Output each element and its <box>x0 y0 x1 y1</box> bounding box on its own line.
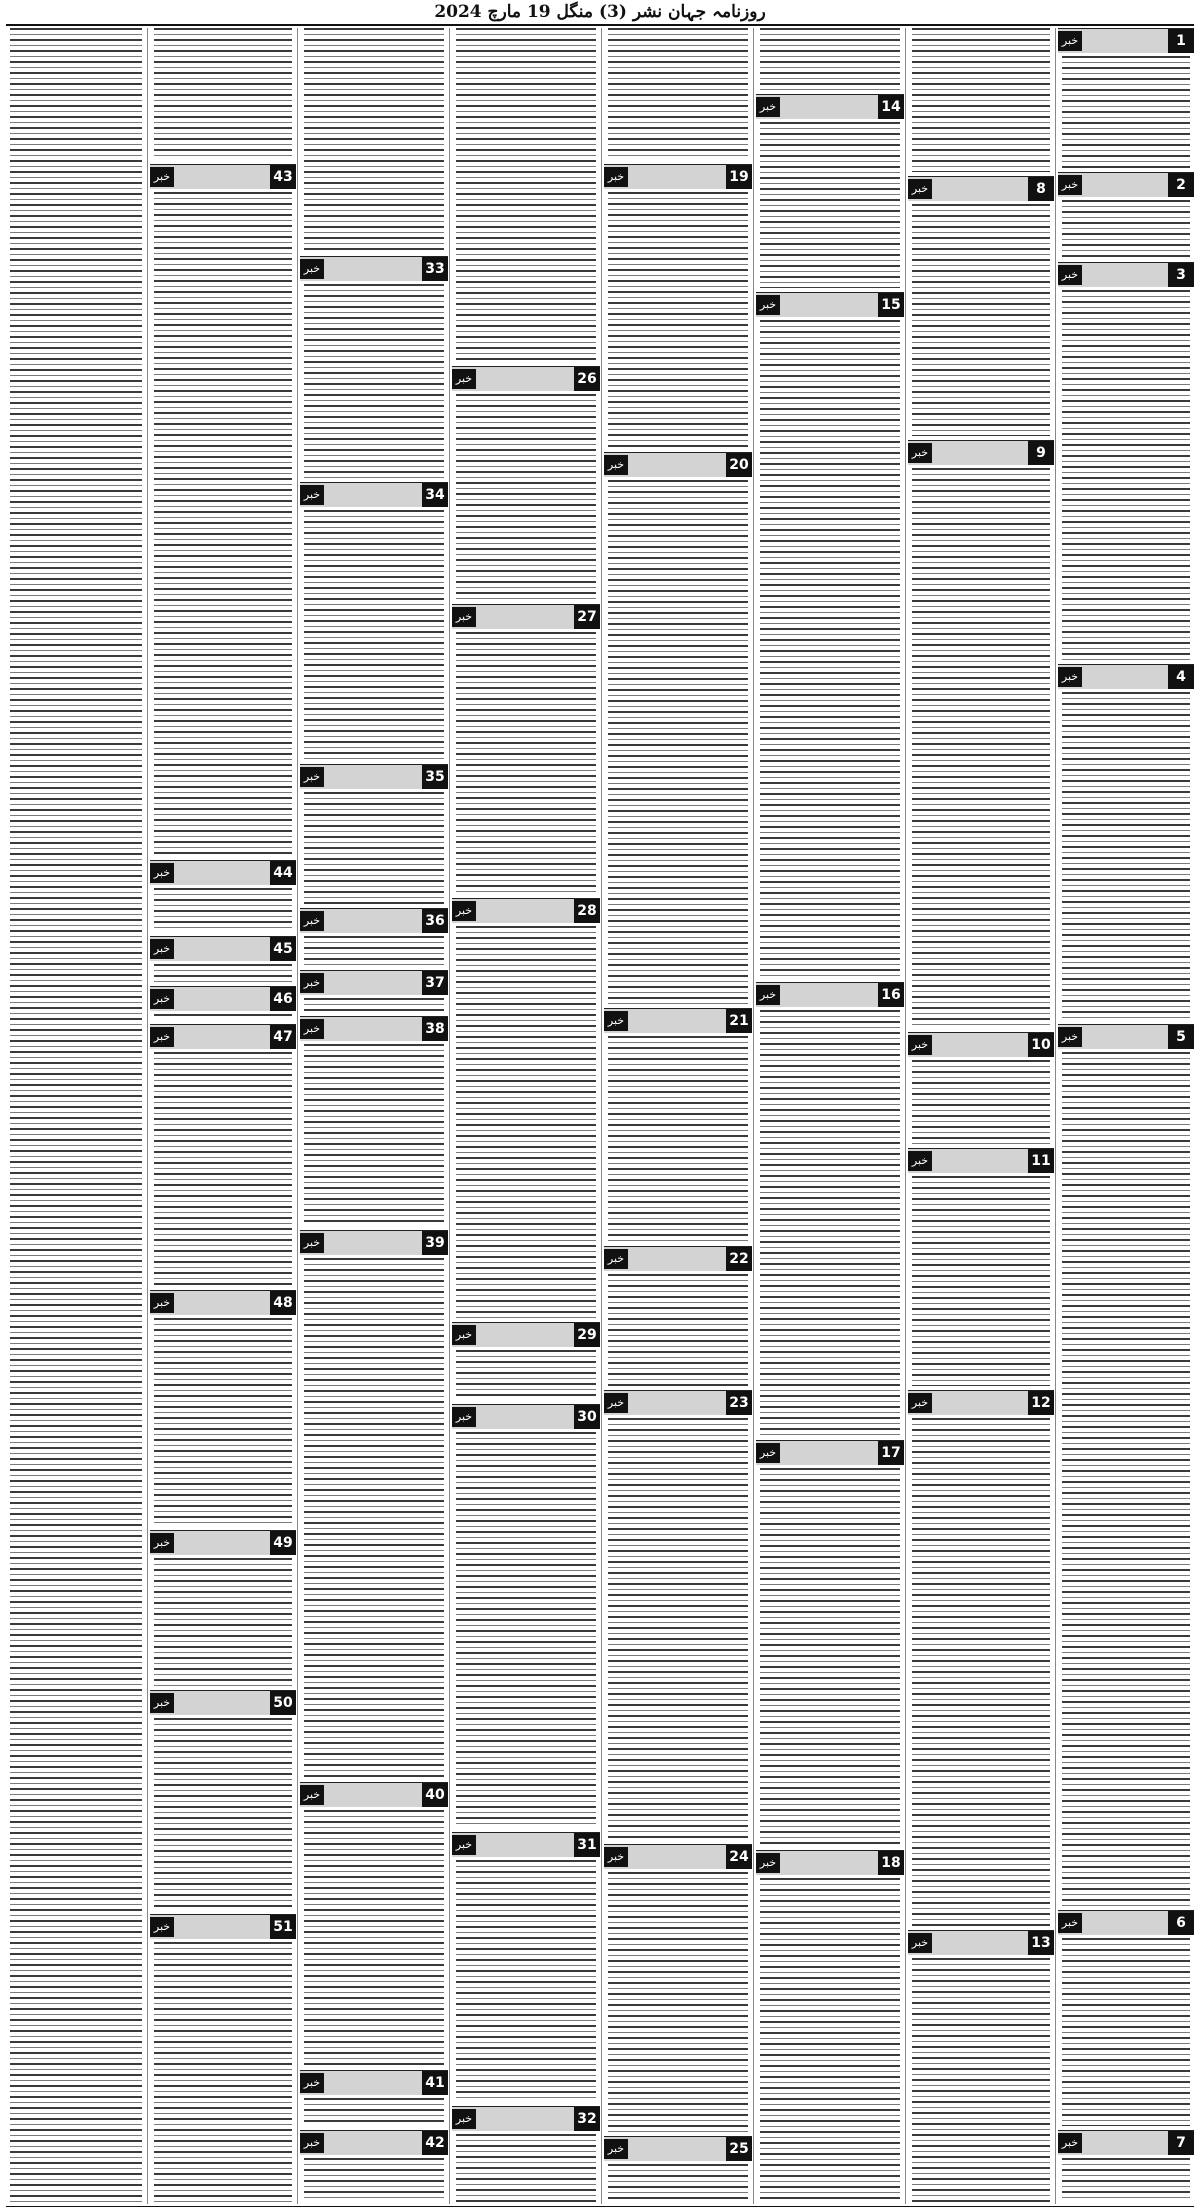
news-item-number: 26 <box>574 367 600 391</box>
news-item-header <box>1058 1024 1194 1049</box>
news-item-number: 5 <box>1168 1025 1194 1049</box>
news-text-block <box>154 888 292 932</box>
news-text-block <box>760 320 900 978</box>
news-item-header <box>452 898 600 923</box>
newspaper-logo-icon: خبر <box>604 2139 628 2159</box>
news-item-header <box>452 1404 600 1429</box>
news-item-number: 50 <box>270 1691 296 1715</box>
news-text-block <box>1062 2158 1190 2202</box>
news-item <box>604 1008 752 1244</box>
newspaper-logo-icon: خبر <box>150 989 174 1009</box>
news-item <box>756 1440 904 1848</box>
newspaper-logo-icon: خبر <box>150 863 174 883</box>
news-text-block <box>760 1468 900 1846</box>
news-text-block <box>912 28 1050 172</box>
news-item <box>604 164 752 450</box>
news-item-number: 34 <box>422 483 448 507</box>
news-item-header <box>756 94 904 119</box>
news-item-number: 24 <box>726 1845 752 1869</box>
newspaper-logo-icon: خبر <box>300 973 324 993</box>
news-item-header <box>150 1024 296 1049</box>
news-item-number: 47 <box>270 1025 296 1049</box>
news-item-header <box>604 2136 752 2161</box>
newspaper-logo-icon: خبر <box>908 1035 932 1055</box>
news-item <box>150 1530 296 1688</box>
newspaper-logo-icon: خبر <box>452 2109 476 2129</box>
news-item <box>452 1404 600 1830</box>
news-item-header <box>1058 2130 1194 2155</box>
newspaper-logo-icon: خبر <box>908 179 932 199</box>
news-item-header <box>604 1008 752 1033</box>
news-item-number: 32 <box>574 2107 600 2131</box>
newspaper-logo-icon: خبر <box>756 295 780 315</box>
news-item-continued <box>300 28 448 254</box>
news-item-number: 36 <box>422 909 448 933</box>
news-item-header <box>756 292 904 317</box>
news-item <box>150 936 296 984</box>
news-text-block <box>304 792 444 904</box>
news-item <box>908 1032 1054 1146</box>
news-item-header <box>300 2130 448 2155</box>
news-item <box>908 1148 1054 1388</box>
news-item <box>756 1850 904 2204</box>
news-text-block <box>608 1274 748 1386</box>
news-item-number: 14 <box>878 95 904 119</box>
news-item-number: 8 <box>1028 177 1054 201</box>
news-item-number: 25 <box>726 2137 752 2161</box>
news-item-header <box>300 2070 448 2095</box>
news-text-block <box>304 1810 444 2066</box>
news-item <box>1058 172 1194 260</box>
news-item <box>908 440 1054 1030</box>
news-item-number: 10 <box>1028 1033 1054 1057</box>
newspaper-logo-icon: خبر <box>452 369 476 389</box>
news-item-header <box>300 970 448 995</box>
news-item <box>908 1390 1054 1928</box>
news-item-number: 4 <box>1168 665 1194 689</box>
news-item-number: 38 <box>422 1017 448 1041</box>
news-item <box>452 2106 600 2204</box>
news-text-block <box>154 1718 292 1910</box>
newspaper-logo-icon: خبر <box>604 1249 628 1269</box>
column-rule <box>601 28 602 2204</box>
news-text-block <box>912 204 1050 436</box>
news-item <box>604 1390 752 1842</box>
news-text-block <box>154 1942 292 2202</box>
newspaper-logo-icon: خبر <box>300 1785 324 1805</box>
news-item <box>150 860 296 934</box>
news-item-header <box>452 1322 600 1347</box>
news-item-number: 30 <box>574 1405 600 1429</box>
column-rule <box>449 28 450 2204</box>
news-item <box>756 292 904 980</box>
newspaper-logo-icon: خبر <box>604 1847 628 1867</box>
news-item-number: 19 <box>726 165 752 189</box>
news-item-number: 21 <box>726 1009 752 1033</box>
news-item <box>300 482 448 762</box>
news-item <box>300 970 448 1014</box>
news-text-block <box>304 936 444 966</box>
masthead: روزنامہ جہان نشر (3) منگل 19 مارچ 2024 <box>434 2 766 22</box>
news-text-block <box>154 1052 292 1286</box>
news-item-header <box>908 1930 1054 1955</box>
news-item-number: 39 <box>422 1231 448 1255</box>
news-item-header <box>908 1032 1054 1057</box>
news-item <box>150 1290 296 1528</box>
news-item <box>1058 1910 1194 2128</box>
news-item-header <box>150 936 296 961</box>
news-item <box>300 764 448 906</box>
newspaper-logo-icon: خبر <box>150 1027 174 1047</box>
news-item <box>300 1782 448 2068</box>
column-rule <box>1055 28 1056 2204</box>
news-item-header <box>756 982 904 1007</box>
column-rule <box>753 28 754 2204</box>
news-item-header <box>300 1230 448 1255</box>
news-item-number: 16 <box>878 983 904 1007</box>
news-item <box>604 1246 752 1388</box>
news-text-block <box>1062 290 1190 660</box>
news-item-header <box>908 440 1054 465</box>
newspaper-logo-icon: خبر <box>604 1393 628 1413</box>
news-item-number: 27 <box>574 605 600 629</box>
newspaper-logo-icon: خبر <box>452 1835 476 1855</box>
news-item-header <box>1058 172 1194 197</box>
news-item-header <box>604 1390 752 1415</box>
news-text-block <box>456 1432 596 1828</box>
news-text-block <box>154 964 292 982</box>
news-item-header <box>1058 664 1194 689</box>
newspaper-logo-icon: خبر <box>452 607 476 627</box>
news-text-block <box>912 1060 1050 1144</box>
newspaper-logo-icon: خبر <box>1058 1027 1082 1047</box>
news-item-header <box>452 2106 600 2131</box>
newspaper-logo-icon: خبر <box>604 455 628 475</box>
news-item-header <box>1058 28 1194 53</box>
news-text-block <box>1062 1938 1190 2126</box>
news-item-number: 35 <box>422 765 448 789</box>
newspaper-logo-icon: خبر <box>452 1325 476 1345</box>
news-text-block <box>608 28 748 160</box>
newspaper-logo-icon: خبر <box>150 1533 174 1553</box>
news-item-number: 15 <box>878 293 904 317</box>
news-item-header <box>756 1850 904 1875</box>
newspaper-logo-icon: خبر <box>1058 265 1082 285</box>
news-item <box>300 256 448 480</box>
news-text-block <box>304 284 444 478</box>
news-item-header <box>150 1914 296 1939</box>
news-item-continued <box>6 28 146 2204</box>
news-item-header <box>150 1690 296 1715</box>
column-rule <box>147 28 148 2204</box>
news-text-block <box>1062 56 1190 168</box>
news-item <box>1058 2130 1194 2204</box>
news-item <box>452 366 600 602</box>
news-item-header <box>1058 262 1194 287</box>
news-item-number: 11 <box>1028 1149 1054 1173</box>
news-text-block <box>456 394 596 600</box>
newspaper-logo-icon: خبر <box>756 985 780 1005</box>
news-item <box>150 1690 296 1912</box>
newspaper-logo-icon: خبر <box>300 259 324 279</box>
news-item-number: 23 <box>726 1391 752 1415</box>
newspaper-logo-icon: خبر <box>300 911 324 931</box>
news-item-continued <box>604 28 752 162</box>
news-item-header <box>452 604 600 629</box>
newspaper-logo-icon: خبر <box>1058 1913 1082 1933</box>
news-item-header <box>604 452 752 477</box>
news-item-number: 37 <box>422 971 448 995</box>
news-text-block <box>912 1176 1050 1386</box>
news-item <box>150 1024 296 1288</box>
news-text-block <box>760 1010 900 1436</box>
news-item <box>1058 262 1194 662</box>
news-text-block <box>608 2164 748 2202</box>
news-item-header <box>300 1782 448 1807</box>
news-item-header <box>150 1530 296 1555</box>
newspaper-logo-icon: خبر <box>300 1019 324 1039</box>
news-item-number: 42 <box>422 2131 448 2155</box>
news-text-block <box>608 1872 748 2132</box>
newspaper-logo-icon: خبر <box>300 767 324 787</box>
news-item-header <box>908 1148 1054 1173</box>
newspaper-logo-icon: خبر <box>1058 2133 1082 2153</box>
column-rule <box>905 28 906 2204</box>
news-item-number: 43 <box>270 165 296 189</box>
news-item-number: 29 <box>574 1323 600 1347</box>
news-item-header <box>452 366 600 391</box>
news-item-number: 45 <box>270 937 296 961</box>
news-item-number: 2 <box>1168 173 1194 197</box>
news-item-number: 12 <box>1028 1391 1054 1415</box>
news-item <box>300 2070 448 2128</box>
newspaper-logo-icon: خبر <box>908 443 932 463</box>
news-item <box>908 1930 1054 2204</box>
news-text-block <box>304 1258 444 1778</box>
news-text-block <box>1062 200 1190 258</box>
news-item <box>452 604 600 896</box>
news-item-header <box>300 482 448 507</box>
news-item <box>452 1322 600 1402</box>
news-item-number: 28 <box>574 899 600 923</box>
news-item-number: 48 <box>270 1291 296 1315</box>
newspaper-logo-icon: خبر <box>908 1393 932 1413</box>
newspaper-logo-icon: خبر <box>908 1151 932 1171</box>
news-text-block <box>456 28 596 362</box>
news-text-block <box>304 998 444 1012</box>
news-text-block <box>456 926 596 1318</box>
news-item <box>908 176 1054 438</box>
news-text-block <box>912 1418 1050 1926</box>
newspaper-logo-icon: خبر <box>300 2133 324 2153</box>
newspaper-logo-icon: خبر <box>1058 667 1082 687</box>
newspaper-logo-icon: خبر <box>452 1407 476 1427</box>
news-item-header <box>756 1440 904 1465</box>
news-item-header <box>452 1832 600 1857</box>
news-text-block <box>456 1860 596 2102</box>
news-item-continued <box>150 28 296 162</box>
news-text-block <box>154 1318 292 1526</box>
newspaper-logo-icon: خبر <box>150 1693 174 1713</box>
newspaper-logo-icon: خبر <box>604 167 628 187</box>
newspaper-logo-icon: خبر <box>452 901 476 921</box>
news-item <box>604 452 752 1006</box>
news-item-header <box>908 176 1054 201</box>
news-item-header <box>604 1844 752 1869</box>
news-text-block <box>608 192 748 448</box>
news-text-block <box>154 1014 292 1020</box>
news-item-number: 22 <box>726 1247 752 1271</box>
news-item-number: 49 <box>270 1531 296 1555</box>
news-item <box>300 1230 448 1780</box>
news-item <box>604 1844 752 2134</box>
news-item-number: 18 <box>878 1851 904 1875</box>
news-item-number: 7 <box>1168 2131 1194 2155</box>
news-item-number: 20 <box>726 453 752 477</box>
news-text-block <box>608 1036 748 1242</box>
news-item-header <box>1058 1910 1194 1935</box>
news-item-header <box>150 164 296 189</box>
news-item-number: 41 <box>422 2071 448 2095</box>
newspaper-logo-icon: خبر <box>908 1933 932 1953</box>
news-text-block <box>304 510 444 760</box>
newspaper-logo-icon: خبر <box>150 939 174 959</box>
news-item-number: 3 <box>1168 263 1194 287</box>
news-item-header <box>604 164 752 189</box>
news-item-number: 33 <box>422 257 448 281</box>
news-item-continued <box>452 28 600 364</box>
news-text-block <box>456 632 596 894</box>
news-item-number: 17 <box>878 1441 904 1465</box>
news-item-number: 51 <box>270 1915 296 1939</box>
news-text-block <box>760 1878 900 2202</box>
news-item-header <box>604 1246 752 1271</box>
news-text-block <box>304 28 444 252</box>
news-item-continued <box>908 28 1054 174</box>
news-text-block <box>456 1350 596 1400</box>
news-item <box>300 2130 448 2204</box>
news-item <box>300 908 448 968</box>
news-text-block <box>154 28 292 160</box>
masthead-rule <box>6 24 1194 26</box>
news-item-number: 13 <box>1028 1931 1054 1955</box>
news-text-block <box>304 2098 444 2126</box>
news-text-block <box>304 1044 444 1226</box>
news-item-continued <box>756 28 904 92</box>
news-item-header <box>150 1290 296 1315</box>
news-item-number: 9 <box>1028 441 1054 465</box>
column-rule <box>297 28 298 2204</box>
newspaper-logo-icon: خبر <box>300 485 324 505</box>
news-text-block <box>1062 1052 1190 1906</box>
news-item-header <box>150 986 296 1011</box>
news-text-block <box>608 480 748 1004</box>
news-item-header <box>300 764 448 789</box>
newspaper-logo-icon: خبر <box>150 1917 174 1937</box>
news-text-block <box>304 2158 444 2202</box>
news-item-header <box>150 860 296 885</box>
news-item <box>452 1832 600 2104</box>
newspaper-logo-icon: خبر <box>604 1011 628 1031</box>
newspaper-logo-icon: خبر <box>756 1443 780 1463</box>
news-text-block <box>760 28 900 90</box>
news-item-number: 46 <box>270 987 296 1011</box>
news-text-block <box>1062 692 1190 1020</box>
news-item-header <box>908 1390 1054 1415</box>
news-item <box>150 986 296 1022</box>
news-item-header <box>300 1016 448 1041</box>
newspaper-logo-icon: خبر <box>150 167 174 187</box>
news-text-block <box>10 28 142 2202</box>
news-item <box>756 94 904 290</box>
newspaper-logo-icon: خبر <box>756 1853 780 1873</box>
news-text-block <box>912 1958 1050 2202</box>
newspaper-logo-icon: خبر <box>300 2073 324 2093</box>
news-text-block <box>912 468 1050 1028</box>
newspaper-logo-icon: خبر <box>1058 175 1082 195</box>
newspaper-logo-icon: خبر <box>1058 31 1082 51</box>
news-item <box>150 164 296 858</box>
news-item <box>452 898 600 1320</box>
news-item <box>300 1016 448 1228</box>
newspaper-logo-icon: خبر <box>756 97 780 117</box>
news-text-block <box>154 192 292 856</box>
news-item <box>1058 664 1194 1022</box>
news-item-number: 31 <box>574 1833 600 1857</box>
news-item <box>1058 1024 1194 1908</box>
bottom-rule <box>6 2206 1194 2207</box>
news-item-header <box>300 256 448 281</box>
news-item-number: 6 <box>1168 1911 1194 1935</box>
news-item-header <box>300 908 448 933</box>
news-item <box>604 2136 752 2204</box>
news-text-block <box>456 2134 596 2202</box>
news-text-block <box>154 1558 292 1686</box>
newspaper-logo-icon: خبر <box>150 1293 174 1313</box>
news-item <box>756 982 904 1438</box>
news-item <box>150 1914 296 2204</box>
news-text-block <box>760 122 900 288</box>
news-item-number: 1 <box>1168 29 1194 53</box>
news-item <box>1058 28 1194 170</box>
news-item-number: 40 <box>422 1783 448 1807</box>
news-item-number: 44 <box>270 861 296 885</box>
news-text-block <box>608 1418 748 1840</box>
newspaper-logo-icon: خبر <box>300 1233 324 1253</box>
